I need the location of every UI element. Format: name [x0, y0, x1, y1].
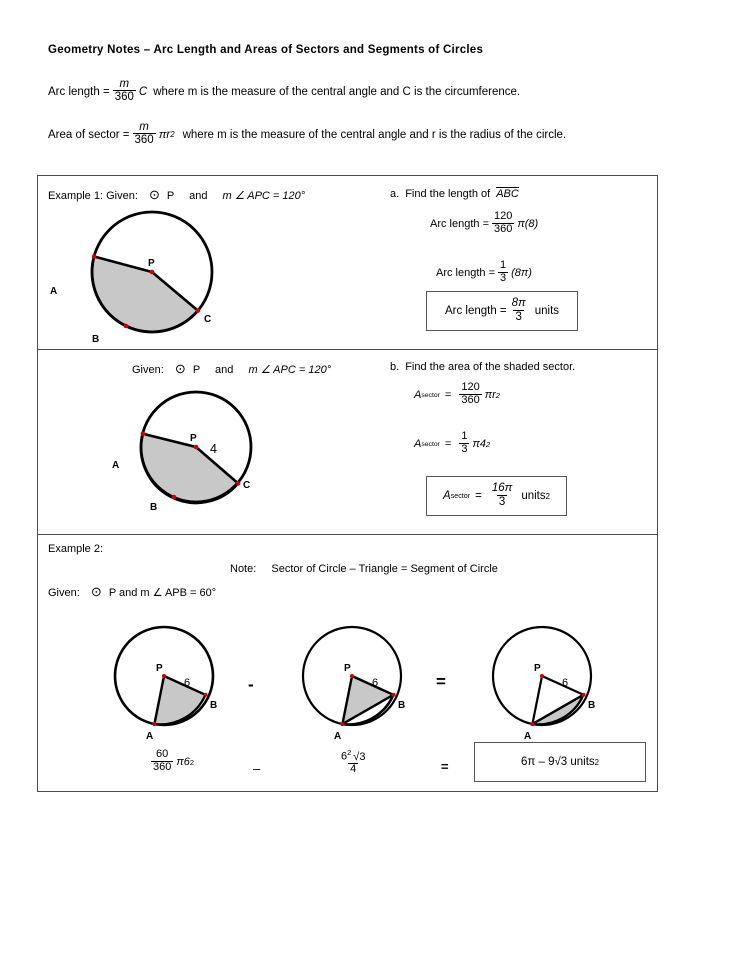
shaded-sector-region [141, 434, 238, 503]
example2-term2-numerator-exponent: 2 [347, 748, 352, 757]
figure-example2-segment [478, 619, 608, 739]
point-a-dot [530, 722, 534, 726]
part-b-step2-denominator: 3 [461, 442, 468, 455]
example2-note-line [230, 563, 498, 575]
example1b-circle-name: P [192, 364, 200, 376]
figure-example2-triangle-label-a: A [334, 731, 342, 742]
figure-example1b-radius-label: 4 [210, 442, 217, 456]
examples-table [37, 175, 658, 792]
example1-conjunction: and [189, 190, 208, 202]
part-b-step1-equals: = [444, 389, 452, 402]
figure-example2-sector-label-a: A [146, 731, 154, 742]
part-b-step2-lead: A [414, 438, 422, 451]
figure-example1a-label-b: B [92, 334, 100, 345]
part-b-answer-lead-subscript: sector [450, 492, 471, 500]
example2-equation-op1: – [253, 761, 261, 776]
circle-symbol-icon: ⊙ [90, 584, 102, 599]
example1b-conjunction: and [215, 364, 234, 376]
part-b-answer-lead: A [443, 490, 451, 502]
part-b-step1-fraction [459, 382, 481, 406]
arc-length-fraction-denominator: 360 [114, 91, 134, 104]
figure-example1a-circle [64, 198, 224, 343]
figure-example2-sector [100, 619, 230, 739]
point-b-dot [203, 693, 207, 697]
part-b-answer-numerator: 16π [491, 482, 513, 495]
example2-term2-numerator: 6 [341, 750, 348, 763]
center-point-dot [162, 674, 166, 678]
arc-length-fraction-numerator: m [119, 78, 130, 90]
figure-example2-sector-label-b: B [210, 700, 218, 711]
figure-example2-triangle-label-b: B [398, 700, 406, 711]
example2-equation-op2: = [441, 759, 449, 774]
part-a-step1-denominator: 360 [494, 222, 513, 235]
center-point-dot [540, 674, 544, 678]
arc-length-formula [48, 79, 520, 104]
part-a-prompt [390, 187, 519, 200]
part-b-step1-lead: A [414, 389, 422, 402]
table-row-example1a [38, 176, 657, 350]
example1-circle-name: P [166, 190, 175, 202]
example2-note-label: Note: [230, 563, 257, 575]
figure-example2-segment-label-p: P [534, 663, 541, 674]
example2-term1-tail: π6 [176, 756, 190, 769]
center-point-dot [194, 445, 199, 450]
area-sector-formula-tail: πr [158, 128, 171, 141]
example2-answer-exponent: 2 [594, 757, 600, 767]
point-c-dot [236, 481, 241, 486]
part-a-step2-fraction [498, 260, 508, 284]
part-b-step1 [414, 383, 500, 407]
part-a-answer-numerator: 8π [511, 297, 526, 310]
figure-example1b-label-a: A [112, 460, 120, 471]
part-b-answer-box [426, 476, 567, 516]
part-b-step1-denominator: 360 [461, 393, 480, 406]
part-a-step2-tail: (8π) [511, 267, 532, 280]
area-sector-formula-explanation: where m is the measure of the central angle and r is the radius of the circle. [182, 128, 567, 141]
part-b-prompt-text: Find the area of the shaded sector. [405, 361, 576, 373]
area-sector-fraction-numerator: m [139, 121, 149, 133]
area-sector-fraction-denominator: 360 [134, 134, 154, 147]
part-a-answer-denominator: 3 [515, 310, 522, 323]
part-b-step2-numerator: 1 [461, 430, 468, 442]
part-b-answer-units-exponent: 2 [545, 491, 550, 501]
example2-note-text: Sector of Circle – Triangle = Segment of Circle [271, 563, 498, 575]
part-b-prompt [390, 361, 575, 373]
example2-answer-text: 6π – 9√3 units [520, 756, 595, 768]
point-c-dot [196, 308, 201, 313]
example1b-angle-statement: m ∠ APC = 120° [248, 364, 332, 376]
operator-minus: - [248, 675, 254, 694]
part-a-step2 [436, 261, 532, 285]
shaded-sector-region [154, 676, 205, 724]
example2-term2-numerator-radical: √3 [353, 750, 366, 763]
figure-example2-sector-label-p: P [156, 663, 163, 674]
part-b-answer-equals: = [475, 490, 482, 502]
operator-equals: = [436, 672, 446, 691]
example2-given-statement: P and m ∠ APB = 60° [108, 587, 217, 599]
example1b-given-label: Given: [132, 364, 164, 376]
example2-equation-term1 [148, 750, 194, 774]
arc-length-formula-explanation: where m is the measure of the central angle and C is the circumference. [153, 85, 521, 98]
example2-given-label: Given: [48, 587, 80, 599]
figure-example1a-label-c: C [204, 314, 212, 325]
figure-example2-triangle [288, 619, 418, 739]
part-b-answer-units: units [521, 490, 546, 502]
example2-answer-box [474, 742, 646, 782]
area-sector-formula-tail-exponent: 2 [170, 130, 175, 140]
part-b-step2 [414, 432, 490, 456]
shaded-sector-region [92, 257, 198, 332]
figure-example1b-label-b: B [150, 502, 158, 513]
example1-angle-statement: m ∠ APC = 120° [222, 190, 306, 202]
part-a-answer-box [426, 291, 578, 331]
point-b-dot [124, 324, 129, 329]
table-row-example1b [38, 350, 657, 535]
example2-term1-tail-exponent: 2 [189, 757, 195, 767]
figure-example2-triangle-label-p: P [344, 663, 351, 674]
part-a-arc-name: ABC [496, 188, 519, 200]
part-a-answer-fraction [510, 297, 528, 322]
figure-example2-sector-radius-label: 6 [184, 677, 191, 689]
table-row-example2 [38, 535, 657, 791]
point-b-dot [391, 693, 395, 697]
part-b-step1-tail: πr [484, 389, 496, 402]
example2-label: Example 2: [48, 543, 104, 555]
part-a-step1-numerator: 120 [494, 210, 513, 222]
point-a-dot [152, 722, 156, 726]
center-point-dot [150, 270, 155, 275]
figure-example2-segment-radius-label: 6 [562, 677, 569, 689]
center-point-dot [350, 674, 354, 678]
part-a-step2-lead: Arc length = [436, 267, 496, 280]
part-a-index: a. [390, 187, 400, 200]
part-b-step1-numerator: 120 [461, 381, 480, 393]
arc-length-formula-tail: C [138, 85, 148, 98]
arc-length-fraction [113, 78, 136, 103]
figure-example2-segment-label-a: A [524, 731, 532, 742]
example2-equation-term2 [336, 750, 370, 777]
arc-length-formula-lead: Arc length = [48, 85, 110, 98]
part-b-step1-lead-subscript: sector [421, 391, 440, 399]
point-b-dot [581, 693, 585, 697]
part-b-answer-denominator: 3 [498, 495, 506, 508]
part-a-step1-fraction [492, 211, 514, 235]
area-sector-formula [48, 122, 566, 147]
figure-example1a-label-p: P [148, 258, 155, 269]
circle-symbol-icon: ⊙ [174, 361, 186, 376]
part-a-step2-numerator: 1 [500, 259, 507, 271]
figure-example1b-label-p: P [190, 433, 197, 444]
example2-term1-fraction [151, 749, 173, 773]
example2-given-line [48, 584, 216, 600]
part-a-step1-lead: Arc length = [430, 218, 490, 231]
part-b-step1-tail-exponent: 2 [495, 390, 500, 400]
figure-example1b-circle [126, 381, 266, 521]
part-b-index: b. [390, 361, 400, 373]
point-b-dot [172, 495, 177, 500]
figure-example1b-label-c: C [243, 480, 251, 491]
part-a-answer-units: units [534, 305, 560, 317]
part-a-prompt-text: Find the length of [405, 187, 491, 200]
figure-example2-segment-label-b: B [588, 700, 596, 711]
example1-label: Example 1: Given: [48, 190, 138, 202]
part-b-step2-equals: = [444, 438, 452, 451]
circle-symbol-icon: ⊙ [148, 187, 160, 202]
part-b-answer-fraction [490, 482, 515, 507]
area-sector-fraction [133, 121, 156, 146]
area-sector-formula-lead: Area of sector = [48, 128, 130, 141]
shaded-segment-region [532, 695, 583, 725]
shaded-triangle-region [342, 676, 393, 724]
example2-term2-numerator-group [339, 749, 367, 763]
example2-term1-denominator: 360 [153, 760, 172, 773]
figure-example1a-label-a: A [50, 286, 58, 297]
part-b-step2-fraction [459, 431, 469, 455]
example1b-given-line [132, 361, 331, 377]
part-a-step2-denominator: 3 [500, 271, 507, 284]
part-a-answer-lead: Arc length = [444, 305, 507, 317]
example2-term2-fraction [339, 749, 367, 776]
part-b-step2-tail: π4 [472, 438, 486, 451]
example2-term2-denominator: 4 [350, 763, 357, 776]
point-a-dot [141, 432, 146, 437]
part-a-step1 [430, 212, 538, 236]
page-title: Geometry Notes – Arc Length and Areas of Sectors and Segments of Circles [48, 44, 484, 56]
example2-term1-numerator: 60 [156, 748, 169, 760]
point-a-dot [92, 254, 97, 259]
part-b-step2-lead-subscript: sector [421, 440, 440, 448]
point-a-dot [340, 722, 344, 726]
part-a-step1-tail: π(8) [517, 218, 539, 231]
part-b-step2-tail-exponent: 2 [485, 439, 491, 449]
figure-example2-triangle-radius-label: 6 [372, 677, 379, 689]
